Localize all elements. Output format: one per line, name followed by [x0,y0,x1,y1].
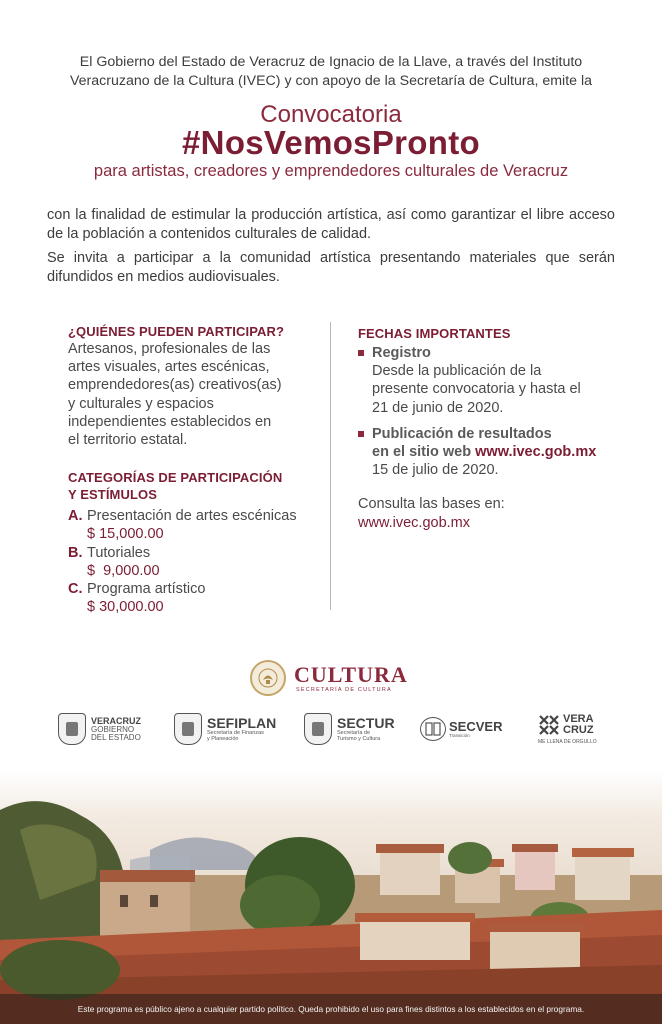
category-amount: $ 9,000.00 [87,562,160,579]
bullet-icon [358,350,364,356]
landscape-painting [0,770,662,1024]
registro-line: Desde la publicación de la [372,363,542,380]
category-item [68,580,320,598]
bases-text: Consulta las bases en: [358,496,505,513]
category-amount: $ 30,000.00 [87,599,164,616]
sefiplan-logo [174,710,276,748]
category-name: Presentación de artes escénicas [87,508,297,525]
veracruz-shield-icon [174,713,202,745]
registro-line: presente convocatoria y hasta el [372,381,581,398]
cultura-logo [250,660,420,696]
registro-item [358,344,620,417]
sectur-logo [304,710,395,748]
participants-line: y culturales y espacios [68,395,214,412]
intro-text [30,53,632,91]
veracruz-gobierno-logo [58,710,141,748]
logo-sub: GOBIERNO [91,725,135,734]
logo-name: VERA [563,712,594,725]
participants-text [68,340,320,449]
results-label-2-text: en el sitio web [372,444,472,461]
participants-line: emprendedores(as) creativos(as) [68,377,282,394]
category-name: Tutoriales [87,544,151,561]
logo-sub: y Planeación [207,736,239,742]
category-letter: C. [68,581,83,598]
categories-heading-line-1: CATEGORÍAS DE PARTICIPACIÓN [68,470,283,486]
category-item [68,544,320,562]
logo-sub: Transición [449,733,470,738]
bases-block [358,495,620,531]
invitation-paragraph: Se invita a participar a la comunidad artística presentando materiales que serán difundidos en medios audiovisuales. [47,250,615,285]
results-label-2 [372,443,596,461]
secver-emblem-icon [420,717,446,741]
logo-sub: Secretaría de Finanzas [207,730,264,736]
footer-disclaimer: Este programa es público ajeno a cualquier partido político. Queda prohibido el uso para fines distintos a los establecidos en el programa. [77,1004,585,1014]
intro-line-2: Veracruzano de la Cultura (IVEC) y con apoyo de la Secretaría de Cultura, emite la [69,73,593,89]
logo-sub: Secretaría de [337,730,371,736]
logo-name: VERACRUZ [91,716,142,726]
intro-line-1: El Gobierno del Estado de Veracruz de Ignacio de la Llave, a través del Instituto [79,54,583,70]
veracruz-pattern-icon [538,714,560,736]
participants-line: Artesanos, profesionales de las [68,341,271,357]
footer-bar [0,994,662,1024]
logo-name: SEFIPLAN [207,715,277,731]
categories-list [68,507,320,616]
category-item [68,507,320,525]
category-letter: A. [68,508,83,525]
left-column [68,323,320,616]
title-convocatoria: Convocatoria [260,101,402,128]
bases-link[interactable]: www.ivec.gob.mx [358,514,471,531]
registro-line: 21 de junio de 2020. [372,399,504,416]
category-letter: B. [68,544,83,561]
veracruz-shield-icon [304,713,332,745]
logo-name: SECVER [449,719,503,734]
eagle-seal-icon [250,660,286,696]
results-web-link[interactable]: www.ivec.gob.mx [475,444,597,461]
category-amount: $ 15,000.00 [87,526,164,543]
logo-sub: Turismo y Cultura [337,736,381,742]
dates-heading: FECHAS IMPORTANTES [358,326,511,341]
participants-line: artes visuales, artes escénicas, [68,359,270,376]
cultura-name: CULTURA [294,662,408,687]
registro-label: Registro [372,345,431,361]
participants-line: independientes establecidos en [68,413,272,430]
institution-logos [58,710,608,748]
cultura-sub: SECRETARÍA DE CULTURA [296,687,392,693]
logo-sub: ME LLENA DE ORGULLO [538,738,597,745]
right-column [358,325,620,532]
title-hashtag: #NosVemosPronto [182,124,480,161]
category-name: Programa artístico [87,581,206,598]
participants-heading: ¿QUIÉNES PUEDEN PARTICIPAR? [68,324,285,339]
categories-heading-line-2: Y ESTÍMULOS [68,487,157,503]
results-date: 15 de julio de 2020. [372,462,499,479]
bullet-icon [358,431,364,437]
column-divider [330,322,331,610]
veracruz-orgullo-logo [538,710,597,748]
logo-name: CRUZ [563,723,594,736]
results-label-1: Publicación de resultados [372,425,552,442]
results-item [358,425,620,480]
logo-name: SECTUR [337,715,395,731]
title-subtitle: para artistas, creadores y emprendedores culturales de Veracruz [93,162,569,180]
logo-sub: DEL ESTADO [91,733,141,742]
secver-logo [420,710,502,748]
categories-heading [68,469,320,503]
participants-line: el territorio estatal. [68,432,188,449]
purpose-paragraph: con la finalidad de estimular la producción artística, así como garantizar el libre acceso de la población a contenidos culturales de calidad. [47,207,615,242]
veracruz-shield-icon [58,713,86,745]
